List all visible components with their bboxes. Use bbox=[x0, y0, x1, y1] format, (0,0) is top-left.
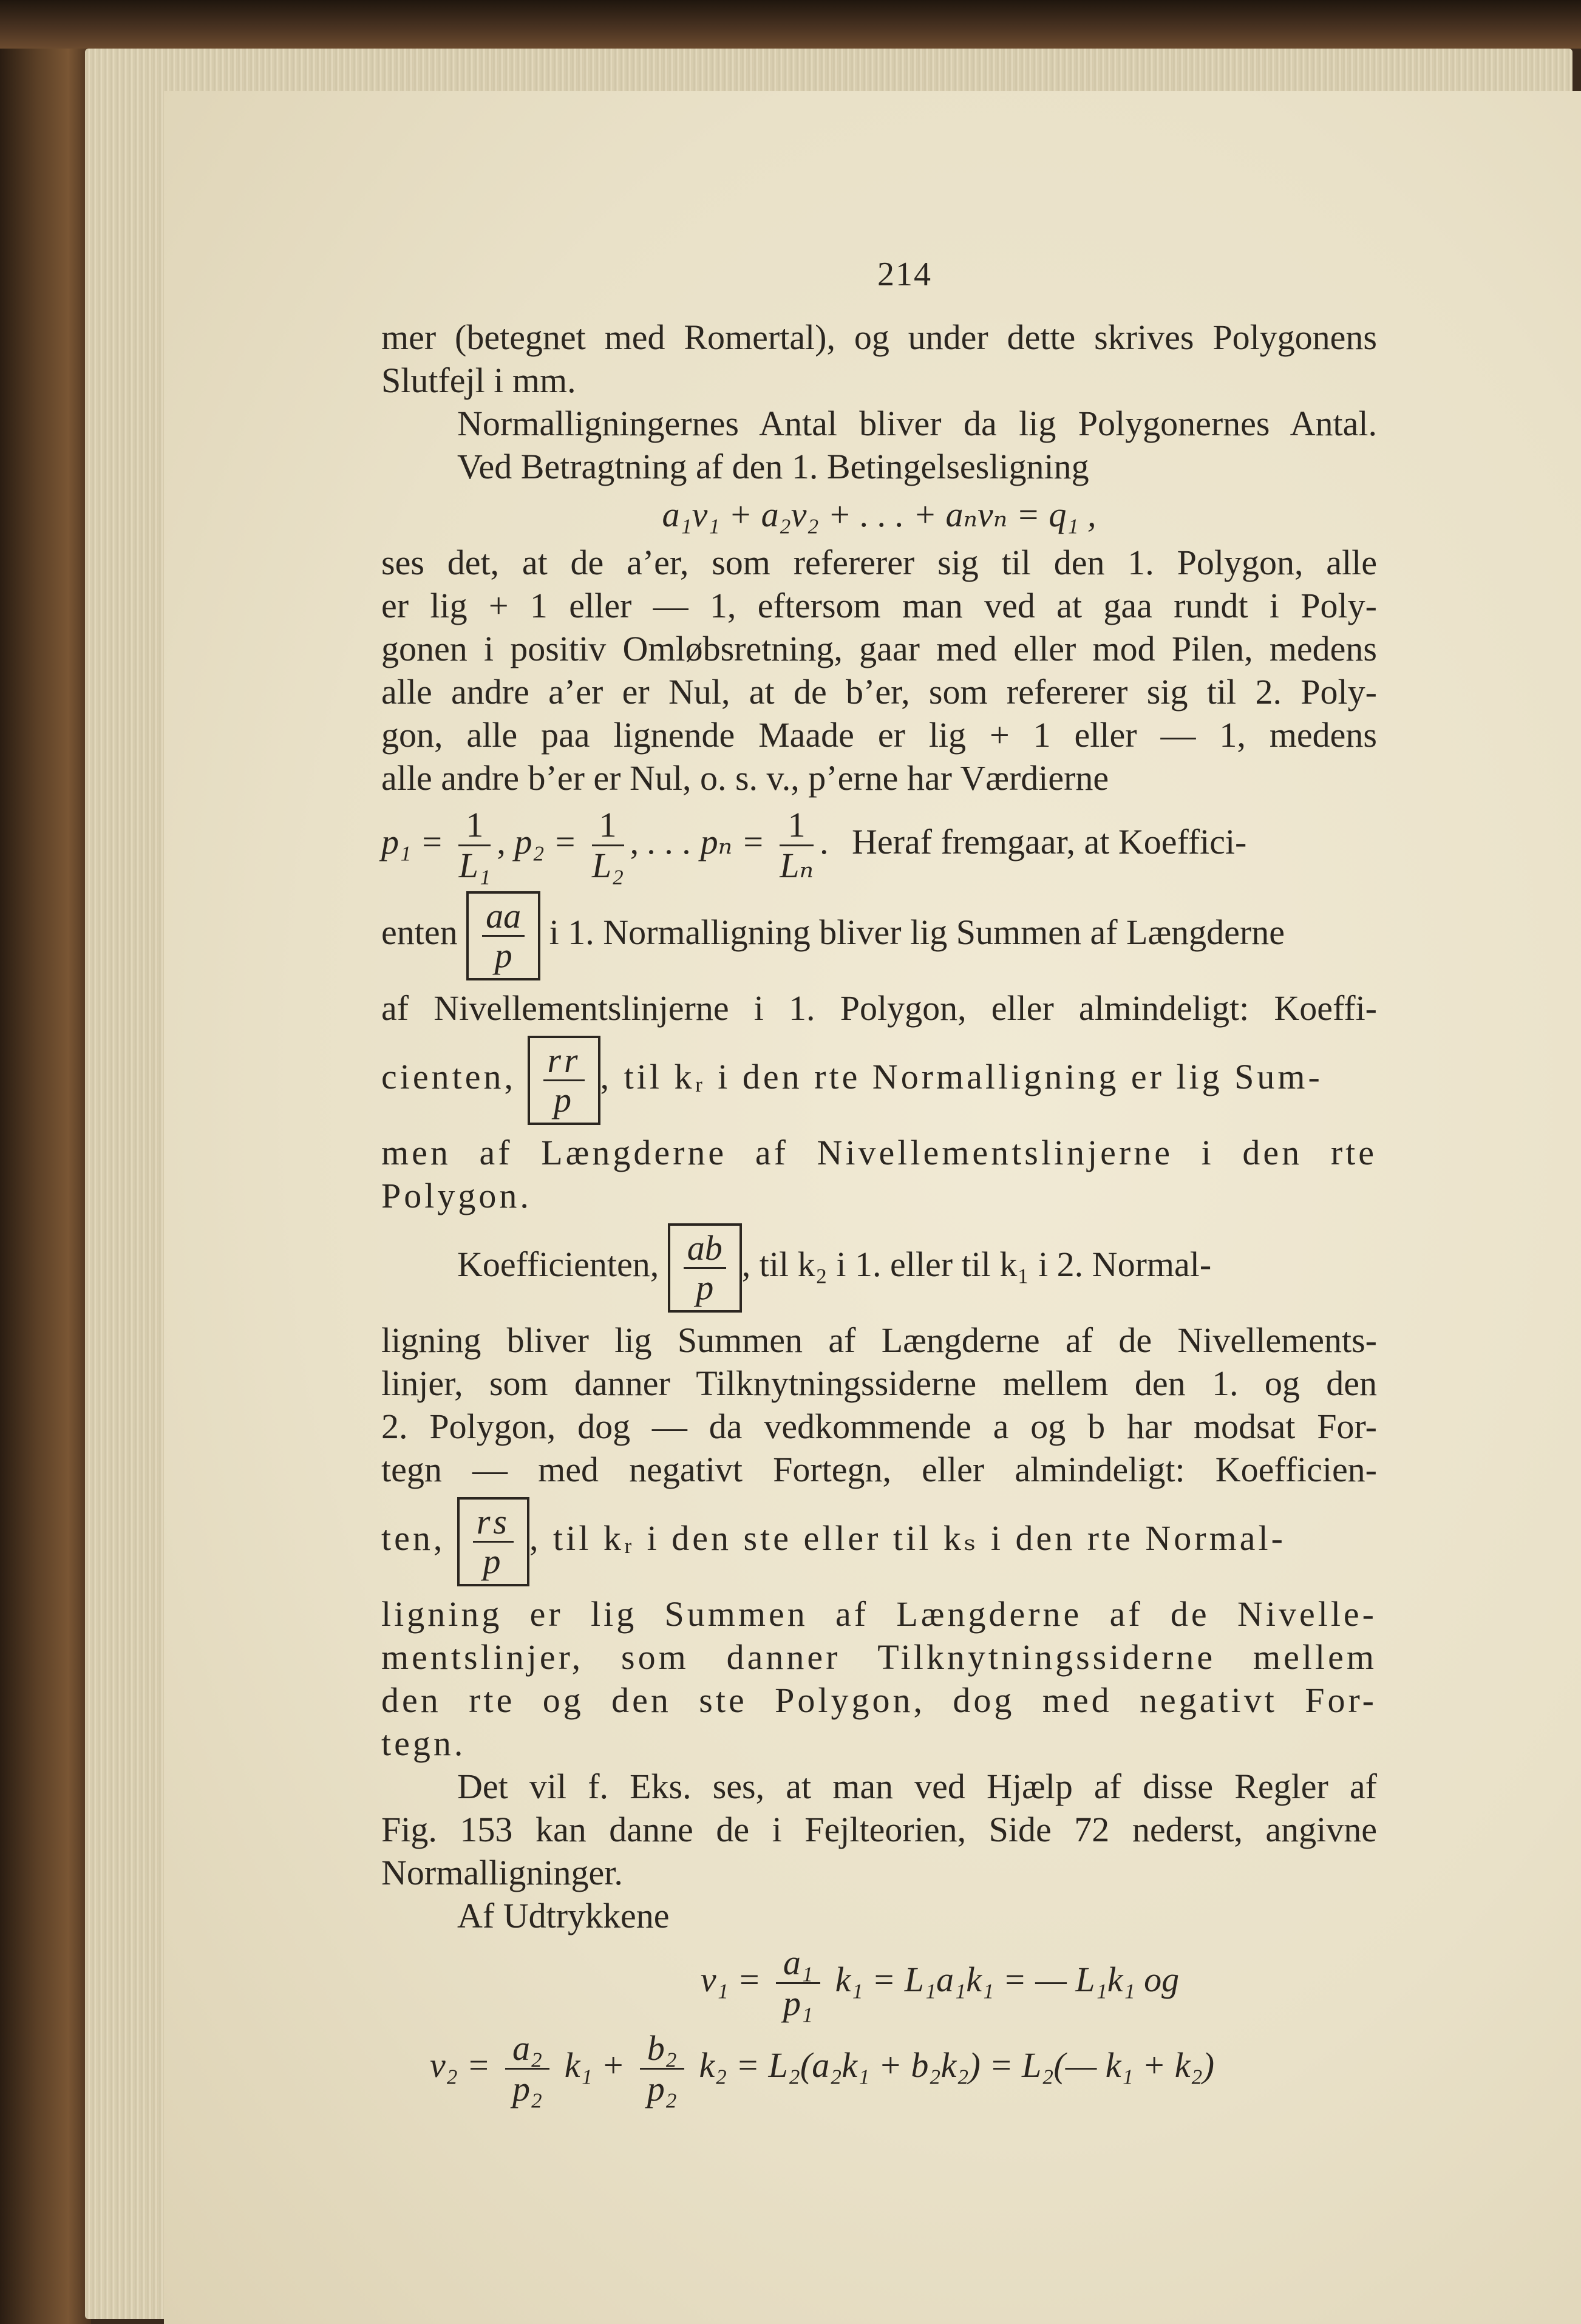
bracket-rr bbox=[528, 1036, 600, 1125]
bracket-den: p bbox=[554, 1080, 575, 1120]
text-line: den rte og den ste Polygon, dog med negativt For- bbox=[381, 1680, 1377, 1720]
frac-num: 1 bbox=[780, 806, 814, 846]
fraction bbox=[776, 1943, 820, 2023]
math-text: p₂ = bbox=[514, 821, 577, 861]
text-line: gon, alle paa lignende Maade er lig + 1 eller — 1, medens bbox=[381, 715, 1377, 755]
text-fragment: , til kᵣ i den rte Normalligning er lig Sum- bbox=[600, 1056, 1323, 1096]
frac-den: p₂ bbox=[647, 2069, 677, 2108]
text-line: Normalligningernes Antal bliver da lig Polygonernes Antal. bbox=[457, 404, 1377, 443]
text-fragment: , til kᵣ i den ste eller til kₛ i den rte Normal- bbox=[529, 1518, 1286, 1558]
page-text bbox=[381, 316, 1377, 2115]
text-fragment: Heraf fremgaar, at Koeffici- bbox=[852, 821, 1247, 861]
text-line: alle andre a’er er Nul, at de b’er, som refererer sig til 2. Poly- bbox=[381, 672, 1377, 712]
text-line: Fig. 153 kan danne de i Fejlteorien, Side 72 nederst, angivne bbox=[381, 1810, 1377, 1849]
text-line-with-bracket bbox=[381, 1223, 1377, 1313]
bracket-ab bbox=[668, 1223, 742, 1313]
frac-num: a₁ bbox=[776, 1943, 820, 1984]
text-line: Ved Betragtning af den 1. Betingelsesligning bbox=[457, 447, 1089, 486]
frac-den: p₁ bbox=[783, 1983, 814, 2023]
page-number: 214 bbox=[877, 256, 932, 293]
bracket-den: p bbox=[483, 1541, 504, 1581]
text-fragment: ten, bbox=[381, 1518, 446, 1558]
text-line: 2. Polygon, dog — da vedkommende a og b har modsat For- bbox=[381, 1407, 1377, 1446]
text-line-with-bracket bbox=[381, 1497, 1377, 1586]
frac-den: Lₙ bbox=[780, 846, 814, 885]
math-text: v₁ = bbox=[700, 1959, 761, 1999]
text-fragment: Koefficienten, bbox=[457, 1244, 659, 1284]
bracket-num: rs bbox=[473, 1503, 514, 1543]
book-cover-left bbox=[0, 0, 91, 2324]
weights-equation: p₁ = $\frac{1}{\text{L₁}}$ , p₂ = $\frac{1}{\text{L₂}}$ , . . . pₙ = $\frac{1}{\text{Lₙ}}$ . Heraf fremgaar, at Koeffici- bbox=[381, 805, 1247, 885]
equation-v2 bbox=[430, 2029, 1377, 2108]
fraction bbox=[780, 806, 814, 885]
text-line: mer (betegnet med Romertal), og under dette skrives Polygonens bbox=[381, 318, 1377, 357]
bracket-den: p bbox=[494, 936, 512, 975]
text-fragment: cienten, bbox=[381, 1056, 516, 1096]
text-line: Polygon. bbox=[381, 1176, 532, 1215]
text-line-with-bracket bbox=[381, 1036, 1377, 1125]
text-fragment: enten bbox=[381, 912, 458, 952]
bracket-num: ab bbox=[684, 1229, 726, 1269]
frac-den: L₂ bbox=[591, 846, 624, 885]
equation-v1 bbox=[503, 1943, 1377, 2023]
math-text: k₁ + bbox=[564, 2045, 625, 2085]
bracket-num: rr bbox=[543, 1042, 584, 1081]
text-fragment: i 1. Normalligning bliver lig Summen af Længderne bbox=[549, 912, 1285, 952]
equation-condition: a₁v₁ + a₂v₂ + . . . + aₙvₙ = q₁ , bbox=[662, 495, 1096, 534]
math-text: k₁ = L₁a₁k₁ = — L₁k₁ og bbox=[835, 1959, 1180, 1999]
frac-den: L₁ bbox=[458, 846, 491, 885]
frac-den: p₂ bbox=[512, 2069, 543, 2108]
text-line: af Nivellementslinjerne i 1. Polygon, eller almindeligt: Koeffi- bbox=[381, 988, 1377, 1028]
math-text: . . . pₙ = bbox=[647, 821, 765, 861]
text-line: mentslinjer, som danner Tilknytningssiderne mellem bbox=[381, 1637, 1377, 1677]
text-line: er lig + 1 eller — 1, eftersom man ved at gaa rundt i Poly- bbox=[381, 586, 1377, 625]
bracket-den: p bbox=[696, 1268, 714, 1307]
text-line: ses det, at de a’er, som refererer sig til den 1. Polygon, alle bbox=[381, 543, 1377, 582]
text-line: linjer, som danner Tilknytningssiderne mellem den 1. og den bbox=[381, 1364, 1377, 1403]
fraction bbox=[458, 806, 491, 885]
math-text: k₂ = L₂(a₂k₁ + b₂k₂) = L₂(— k₁ + k₂) bbox=[699, 2045, 1215, 2085]
math-text: p₁ = bbox=[381, 821, 444, 861]
fraction bbox=[640, 2029, 684, 2108]
text-line: men af Længderne af Nivellementslinjerne i den rte bbox=[381, 1133, 1377, 1172]
text-line-with-bracket bbox=[381, 891, 1377, 980]
text-line: gonen i positiv Omløbsretning, gaar med eller mod Pilen, medens bbox=[381, 629, 1377, 668]
math-text: v₂ = bbox=[430, 2045, 491, 2085]
text-fragment: , til k₂ i 1. eller til k₁ i 2. Normal- bbox=[741, 1244, 1212, 1284]
text-line: ligning bliver lig Summen af Længderne af de Nivellements- bbox=[381, 1320, 1377, 1360]
fraction bbox=[592, 806, 624, 885]
frac-num: 1 bbox=[592, 806, 624, 846]
text-line: Slutfejl i mm. bbox=[381, 361, 576, 400]
text-line: Det vil f. Eks. ses, at man ved Hjælp af disse Regler af bbox=[457, 1767, 1377, 1806]
text-line: Normalligninger. bbox=[381, 1853, 623, 1892]
text-line: Af Udtrykkene bbox=[457, 1896, 670, 1935]
frac-num: 1 bbox=[458, 806, 491, 846]
frac-num: a₂ bbox=[505, 2029, 549, 2070]
bracket-aa bbox=[466, 891, 540, 980]
bracket-rs bbox=[457, 1497, 529, 1586]
text-line: ligning er lig Summen af Længderne af de Nivelle- bbox=[381, 1594, 1377, 1634]
book-cover-top bbox=[0, 0, 1581, 49]
fraction bbox=[505, 2029, 549, 2108]
frac-num: b₂ bbox=[640, 2029, 684, 2070]
bracket-num: aa bbox=[482, 897, 525, 937]
text-line: tegn — med negativt Fortegn, eller almindeligt: Koefficien- bbox=[381, 1450, 1377, 1489]
text-line: tegn. bbox=[381, 1724, 466, 1763]
text-line: alle andre b’er er Nul, o. s. v., p’erne har Værdierne bbox=[381, 758, 1109, 798]
